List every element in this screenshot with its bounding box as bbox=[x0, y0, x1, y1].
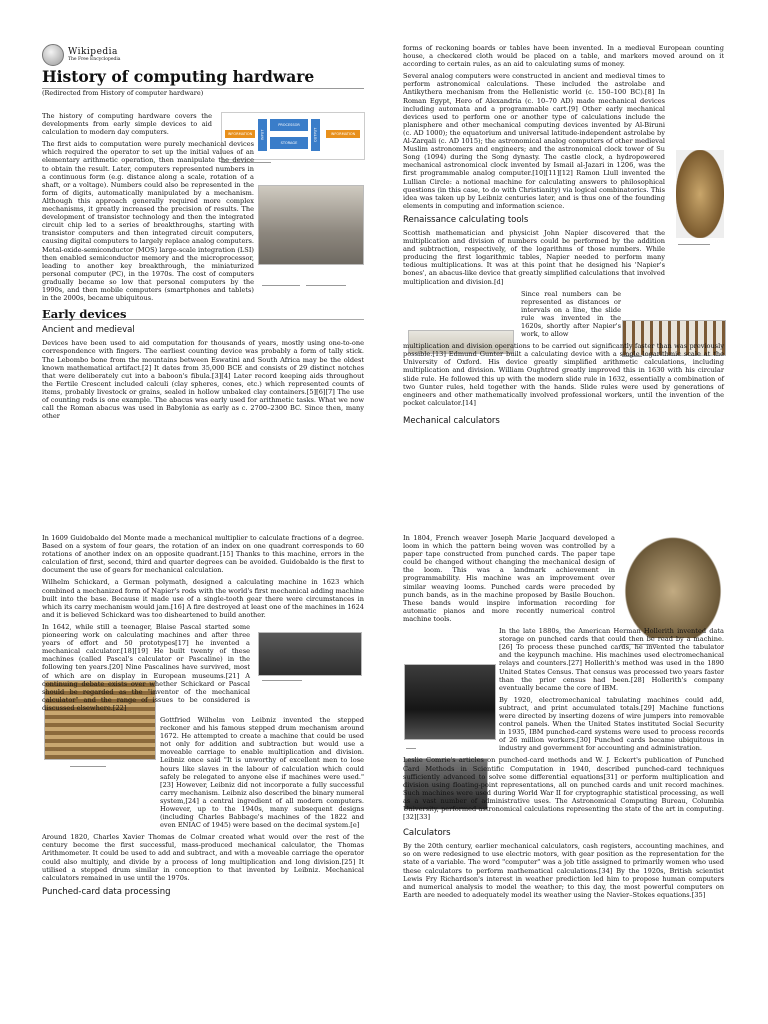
diagram-input: INPUT bbox=[258, 119, 267, 151]
del-monte-paragraph: In 1609 Guidobaldo del Monte made a mechanical multiplier to calculate fractions of a degree. Based on a system of four gears, the rotation of an index on one quadrant corresponds to 60 rotations of another index on an opposite quadrant.[15] Thanks to this machine, errors in the calculation of first, second, third and quarter degrees can be avoided. Guidobaldo is the first to document the use of gears for mechanical calculation. bbox=[42, 534, 364, 575]
intro-paragraph-2: The first aids to computation were purely mechanical devices which required the operator to set up the initial values of an elementary arithmetic operation, then manipulate the device to obtain the result. Later, computers represented numbers in a continuous form (e.g. distance along a scale, rotation of a shaft, or a voltage). Numbers could also be represented in the form of digits, automatically manipulated by a mechanism. Although this approach generally required more complex mechanisms, it greatly increased the precision of results. The development of transistor technology and then the integrated circuit chip led to a series of breakthroughs, starting with transistor computers and then integrated circuit computers, causing digital computers to largely replace analog computers. Metal-oxide-semiconductor (MOS) large-scale integration (LSI) then enabled semiconductor memory and the microprocessor, leading to another key breakthrough, the miniaturized personal computer (PC), in the 1970s. The cost of computers gradually became so low that personal computers by the 1990s, and then mobile computers (smartphones and tablets) in the 2000s, became ubiquitous. bbox=[42, 140, 254, 303]
globe-icon bbox=[42, 44, 64, 66]
subsection-renaissance: Renaissance calculating tools bbox=[403, 214, 529, 225]
page-title: History of computing hardware bbox=[42, 68, 364, 89]
analog-computers-paragraph: Several analog computers were constructed in ancient and medieval times to perform astronomical calculations. These included the astrolabe and Antikythera mechanism from the Hellenistic world (c. 150–100 BC).[8] In Roman Egypt, Hero of Alexandria (c. 10–70 AD) made mechanical devices including automata and a programmable cart.[9] Other early mechanical devices used to perform one or another type of calculations include the planisphere and other mechanical computing devices invented by Al-Biruni (c. AD 1000); the equatorium and universal latitude-independent astrolabe by Al-Zarqali (c. AD 1015); the astronomical analog computers of other medieval Muslim astronomers and engineers; and the astronomical clock tower of Su Song (1094) during the Song dynasty. The castle clock, a hydropowered mechanical astronomical clock invented by Ismail al-Jazari in 1206, was the first programmable analog computer.[10][11][12] Ramon Llull invented the Lullian Circle: a notional machine for calculating answers to philosophical questions (in this case, to do with Christianity) via logical combinatorics. This idea was taken up by Leibniz centuries later, and is thus one of the founding elements in computing and information science. bbox=[403, 72, 665, 210]
diagram-info-in: INFORMATION bbox=[225, 130, 255, 138]
diagram-output: OUTPUT bbox=[311, 119, 320, 151]
redirect-note[interactable]: (Redirected from History of computer hardware) bbox=[42, 89, 204, 97]
section-early-devices: Early devices bbox=[42, 310, 364, 320]
napier-paragraph: Scottish mathematician and physicist John Napier discovered that the multiplication and division of numbers could be performed by the addition and subtraction, respectively, of the logarithms of those numbers. While producing the first logarithmic tables, Napier needed to perform many tedious multiplications. It was at this point that he designed his 'Napier's bones', an abacus-like device that greatly simplified calculations that involved multiplication and division.[d] bbox=[403, 228, 665, 286]
ancient-paragraph: Devices have been used to aid computation for thousands of years, mostly using one-to-one correspondence with fingers. The earliest counting device was probably a form of tally stick. The Lebombo bone from the mountains between Eswatini and South Africa may be the oldest known mathematical artifact.[2] It dates from 35,000 BCE and consists of 29 distinct notches that were deliberately cut into a baboon's fibula.[3][4] Later record keeping aids throughout the Fertile Crescent included calculi (clay spheres, cones, etc.) which represented counts of items, probably livestock or grains, sealed in hollow unbaked clay containers.[5][6][7] The use of counting rods is one example. The abacus was early used for arithmetic tasks. What we now call the Roman abacus was used in Babylonia as early as c. 2700–2300 BC. Since then, many other bbox=[42, 339, 364, 421]
hollerith-paragraph: In the late 1880s, the American Herman Hollerith invented data storage on punched cards that could then be read by a machine.[26] To process these punched cards, he invented the tabulator and the keypunch machine. His machines used electromechanical relays and counters.[27] Hollerith's method was used in the 1890 United States Census. That census was processed two years faster than the prior census had been.[28] Hollerith's company eventually became the core of IBM. bbox=[499, 627, 724, 692]
subsection-calculators: Calculators bbox=[403, 828, 451, 839]
pascal-paragraph: In 1642, while still a teenager, Blaise Pascal started some pioneering work on calculating machines and after three years of effort and 50 prototypes[17] he invented a mechanical calculator.[18][19] He built twenty of these machines (called Pascal's calculator or Pascaline) in the following ten years.[20] Nine Pascalines have survived, most of which are on display in European museums.[21] A continuing debate exists over whether Schickard or Pascal should be regarded as the "inventor of the mechanical calculator" and the range of issues to be considered is discussed elsewhere.[22] bbox=[42, 622, 250, 712]
counting-house-paragraph: forms of reckoning boards or tables have been invented. In a medieval European counting house, a checkered cloth would be placed on a table, and markers moved around on it according to certain rules, as an aid to calculating sums of money. bbox=[403, 44, 724, 69]
slide-rule-paragraph-b: multiplication and division operations to be carried out significantly faster than was previously possible.[13] Edmund Gunter built a calculating device with a single logarithmic scale at the University of Oxford. His device greatly simplified arithmetic calculations, including multiplication and division. William Oughtred greatly improved this in 1630 with his circular slide rule. He followed this up with the modern slide rule in 1632, essentially a combination of two Gunter rules, held together with the hands. Slide rules were used by generations of engineers and other mathematically involved professional workers, until the invention of the pocket calculator.[14] bbox=[403, 342, 724, 407]
subsection-punched-card: Punched-card data processing bbox=[42, 886, 171, 897]
calculators-paragraph: By the 20th century, earlier mechanical calculators, cash registers, accounting machines, and so on were redesigned to use electric motors, with gear position as the representation for the state of a variable. The word "computer" was a job title assigned to primarily women who used these calculators to perform mathematical calculations.[34] By the 1920s, British scientist Lewis Fry Richardson's interest in weather prediction led him to propose human computers and numerical analysis to model the weather; to this day, the most powerful computers on Earth are needed to adequately model its weather using the Navier–Stokes equations.[35] bbox=[403, 842, 724, 899]
wikipedia-logo[interactable] bbox=[42, 44, 120, 66]
diagram-info-out: INFORMATION bbox=[326, 130, 360, 138]
leibniz-paragraph: Gottfried Wilhelm von Leibniz invented the stepped reckoner and his famous stepped drum mechanism around 1672. He attempted to create a machine that could be used not only for addition and subtraction but would use a moveable carriage to enable multiplication and division. Leibniz once said "It is unworthy of excellent men to lose hours like slaves in the labour of calculation which could safely be relegated to anyone else if machines were used."[23] However, Leibniz did not incorporate a fully successful carry mechanism. Leibniz also described the binary numeral system,[24] a central ingredient of all modern computers. However, up to the 1940s, many subsequent designs (including Charles Babbage's machines of the 1822 and even ENIAC of 1945) were based on the decimal system.[e] bbox=[160, 715, 364, 830]
slide-rule-paragraph-a: Since real numbers can be represented as distances or intervals on a line, the slide rule was invented in the 1620s, shortly after Napier's work, to allow bbox=[521, 289, 621, 339]
intro-paragraph-1: The history of computing hardware covers the developments from early simple devices to aid calculation to modern day computers. bbox=[42, 112, 212, 137]
diagram-storage: STORAGE bbox=[270, 137, 308, 149]
comrie-paragraph: Leslie Comrie's articles on punched-card methods and W. J. Eckert's publication of Punched Card Methods in Scientific Computation in 1940, described punched-card techniques sufficiently advanced to solve some differential equations[31] or perform multiplication and division using floating-point representations, all on punched cards and unit record machines. Such machines were used during World War II for cryptographic statistical processing, as well as a vast number of administrative uses. The Astronomical Computing Bureau, Columbia University, performed astronomical calculations representing the state of the art in computing.[32][33] bbox=[403, 756, 724, 822]
schickard-paragraph: Wilhelm Schickard, a German polymath, designed a calculating machine in 1623 which combined a mechanized form of Napier's rods with the world's first mechanical adding machine built into the base. Because it made use of a single-tooth gear there were circumstances in which its carry mechanism would jam.[16] A fire destroyed at least one of the machines in 1624 and it is believed Schickard was too disheartened to build another. bbox=[42, 578, 364, 619]
diagram-processor: PROCESSOR bbox=[270, 119, 308, 131]
logo-wordmark: Wikipedia bbox=[68, 47, 118, 57]
document-page-2 bbox=[0, 512, 768, 1024]
tabulating-paragraph: By 1920, electromechanical tabulating machines could add, subtract, and print accumulated totals.[29] Machine functions were directed by inserting dozens of wire jumpers into removable control panels. When the United States instituted Social Security in 1935, IBM punched-card systems were used to process records of 26 million workers.[30] Punched cards became ubiquitous in industry and government for accounting and administration. bbox=[499, 695, 724, 753]
thomas-paragraph: Around 1820, Charles Xavier Thomas de Colmar created what would over the rest of the century become the first successful, mass-produced mechanical calculator, the Thomas Arithmometer. It could be used to add and subtract, and with a moveable carriage the operator could also multiply, and divide by a process of long multiplication and long division.[25] It utilised a stepped drum similar in conception to that invented by Leibniz. Mechanical calculators remained in use until the 1970s. bbox=[42, 833, 364, 882]
logo-tagline: The Free Encyclopedia bbox=[68, 57, 121, 62]
jacquard-paragraph: In 1804, French weaver Joseph Marie Jacquard developed a loom in which the pattern being woven was controlled by a paper tape constructed from punched cards. The paper tape could be changed without changing the mechanical design of the loom. This was a landmark achievement in programmability. His machine was an improvement over similar weaving looms. Punched cards were preceded by punch bands, as in the machine proposed by Basile Bouchon. These bands would inspire information recording for automatic pianos and more recently numerical control machine tools. bbox=[403, 534, 615, 623]
subsection-ancient: Ancient and medieval bbox=[42, 325, 135, 336]
subsection-mechanical: Mechanical calculators bbox=[403, 415, 500, 426]
